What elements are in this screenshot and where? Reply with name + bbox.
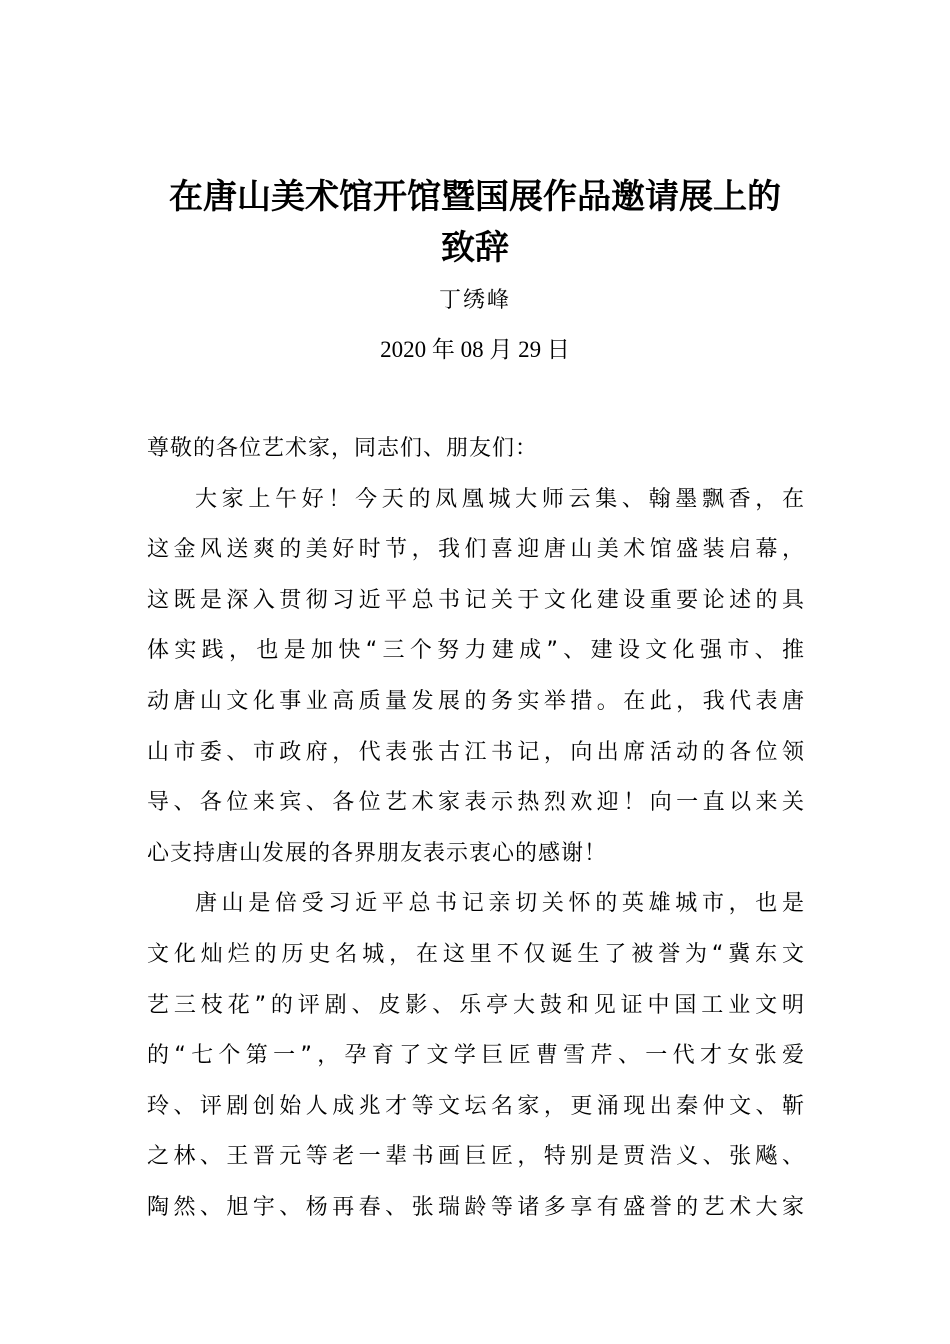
paragraph-line: 体实践，也是加快“三个努力建成”、建设文化强市、推 bbox=[147, 638, 805, 664]
paragraph-line: 这金风送爽的美好时节，我们喜迎唐山美术馆盛装启幕， bbox=[147, 537, 805, 563]
paragraph-line: 唐山是倍受习近平总书记亲切关怀的英雄城市，也是 bbox=[195, 891, 805, 917]
document-date: 2020 年 08 月 29 日 bbox=[380, 337, 570, 362]
document-title-line-2: 致辞 bbox=[441, 228, 509, 268]
document-body bbox=[147, 434, 805, 1244]
paragraph-line: 导、各位来宾、各位艺术家表示热烈欢迎！向一直以来关 bbox=[147, 790, 805, 816]
paragraph-line: 山市委、市政府，代表张古江书记，向出席活动的各位领 bbox=[147, 739, 805, 765]
paragraph-line: 的“七个第一”，孕育了文学巨匠曹雪芹、一代才女张爱 bbox=[147, 1043, 805, 1069]
paragraph-line: 文化灿烂的历史名城，在这里不仅诞生了被誉为“冀东文 bbox=[147, 941, 805, 967]
paragraph-line: 陶然、旭宇、杨再春、张瑞龄等诸多享有盛誉的艺术大家 bbox=[147, 1194, 805, 1220]
paragraph-line: 大家上午好！今天的凤凰城大师云集、翰墨飘香，在 bbox=[195, 486, 805, 512]
document-title-line-1: 在唐山美术馆开馆暨国展作品邀请展上的 bbox=[169, 177, 781, 217]
salutation-line: 尊敬的各位艺术家，同志们、朋友们： bbox=[147, 436, 539, 461]
document-author: 丁绣峰 bbox=[438, 288, 511, 313]
paragraph-line: 动唐山文化事业高质量发展的务实举措。在此，我代表唐 bbox=[147, 688, 805, 714]
paragraph-line: 艺三枝花”的评剧、皮影、乐亭大鼓和见证中国工业文明 bbox=[147, 992, 805, 1018]
paragraph-line: 心支持唐山发展的各界朋友表示衷心的感谢！ bbox=[147, 840, 608, 866]
paragraph-line: 之林、王晋元等老一辈书画巨匠，特别是贾浩义、张飚、 bbox=[147, 1144, 805, 1170]
paragraph-line: 玲、评剧创始人成兆才等文坛名家，更涌现出秦仲文、靳 bbox=[147, 1093, 805, 1119]
paragraph-line: 这既是深入贯彻习近平总书记关于文化建设重要论述的具 bbox=[147, 587, 805, 613]
